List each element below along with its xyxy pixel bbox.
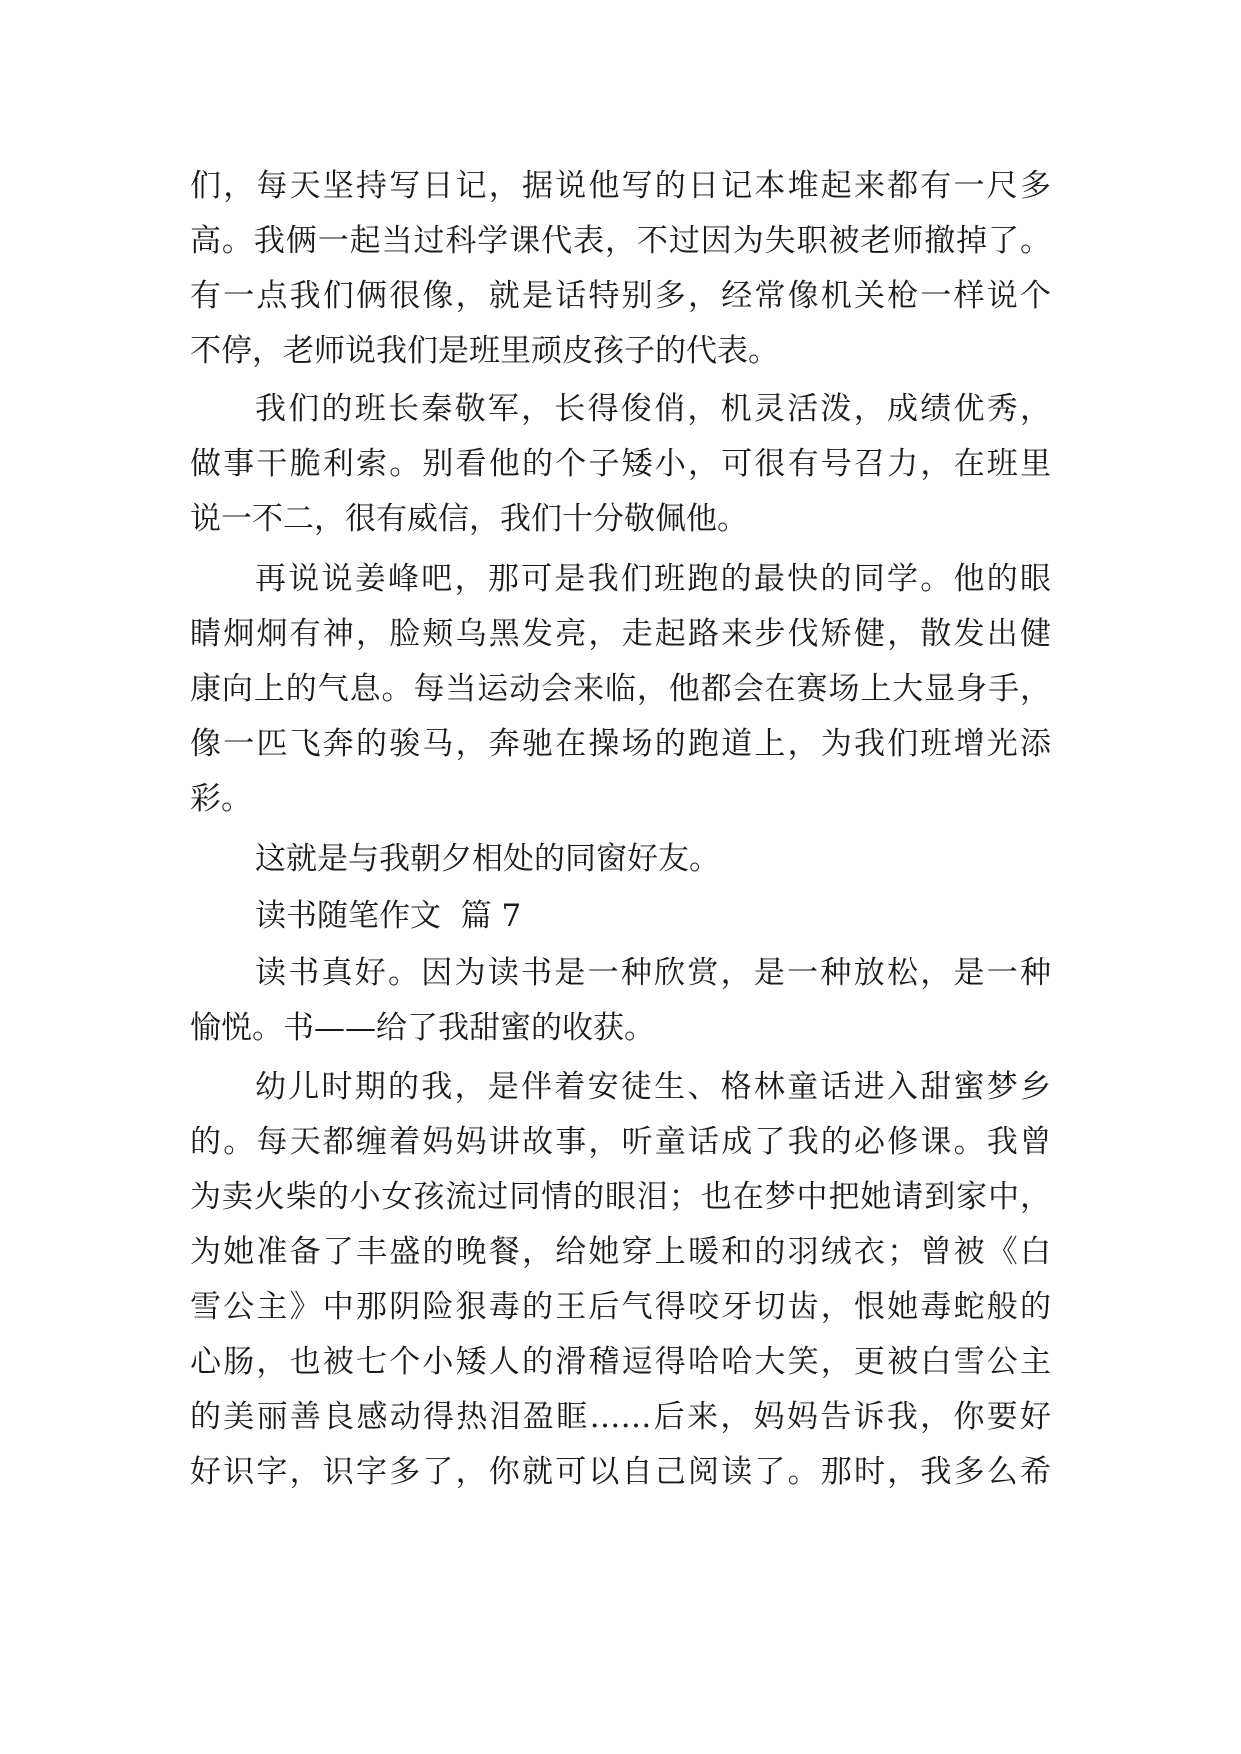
paragraph-line: 彩。 — [190, 781, 252, 817]
paragraph-line: 心肠，也被七个小矮人的滑稽逗得哈哈大笑，更被白雪公主 — [190, 1344, 1051, 1380]
paragraph-line: 雪公主》中那阴险狠毒的王后气得咬牙切齿，恨她毒蛇般的 — [190, 1289, 1051, 1325]
paragraph-line: 的。每天都缠着妈妈讲故事，听童话成了我的必修课。我曾 — [190, 1124, 1051, 1160]
paragraph-line: 做事干脆利索。别看他的个子矮小，可很有号召力，在班里 — [190, 446, 1051, 482]
paragraph-line: 读书真好。因为读书是一种欣赏，是一种放松，是一种 — [255, 955, 1051, 991]
paragraph-line: 好识字，识字多了，你就可以自己阅读了。那时，我多么希 — [190, 1454, 1051, 1490]
section-heading: 读书随笔作文 篇 7 — [255, 898, 522, 934]
paragraph-line: 为卖火柴的小女孩流过同情的眼泪；也在梦中把她请到家中， — [190, 1179, 1051, 1215]
paragraph-line: 康向上的气息。每当运动会来临，他都会在赛场上大显身手， — [190, 671, 1051, 707]
paragraph-line: 高。我俩一起当过科学课代表，不过因为失职被老师撤掉了。 — [190, 223, 1051, 259]
paragraph-line: 说一不二，很有威信，我们十分敬佩他。 — [190, 501, 748, 537]
paragraph-line: 我们的班长秦敬军，长得俊俏，机灵活泼，成绩优秀， — [255, 391, 1051, 427]
paragraph-line: 幼儿时期的我，是伴着安徒生、格林童话进入甜蜜梦乡 — [255, 1069, 1051, 1105]
paragraph-line: 再说说姜峰吧，那可是我们班跑的最快的同学。他的眼 — [255, 561, 1051, 597]
paragraph-line: 愉悦。书——给了我甜蜜的收获。 — [190, 1010, 655, 1046]
paragraph-line: 的美丽善良感动得热泪盈眶……后来，妈妈告诉我，你要好 — [190, 1399, 1051, 1435]
paragraph-line: 为她准备了丰盛的晚餐，给她穿上暖和的羽绒衣；曾被《白 — [190, 1234, 1051, 1270]
paragraph-line: 有一点我们俩很像，就是话特别多，经常像机关枪一样说个 — [190, 278, 1051, 314]
paragraph-line: 不停，老师说我们是班里顽皮孩子的代表。 — [190, 333, 779, 369]
paragraph-line: 这就是与我朝夕相处的同窗好友。 — [255, 841, 720, 877]
paragraph-line: 们，每天坚持写日记，据说他写的日记本堆起来都有一尺多 — [190, 168, 1051, 204]
paragraph-line: 睛炯炯有神，脸颊乌黑发亮，走起路来步伐矫健，散发出健 — [190, 616, 1051, 652]
paragraph-line: 像一匹飞奔的骏马，奔驰在操场的跑道上，为我们班增光添 — [190, 726, 1051, 762]
